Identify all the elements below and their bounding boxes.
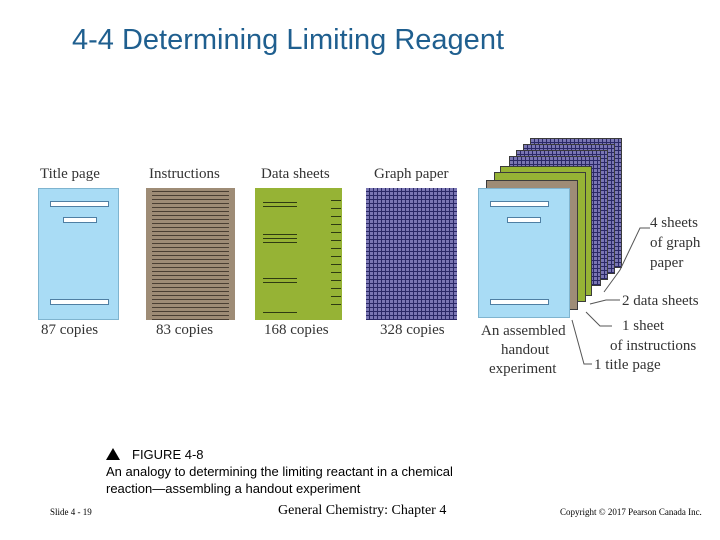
slide-number: Slide 4 - 19 [50, 507, 92, 517]
data-sheets-copies: 168 copies [264, 322, 329, 338]
callout-instructions: 1 sheet of instructions [610, 318, 697, 354]
callout-graph-paper: 4 sheets of graph paper [650, 215, 701, 271]
slide-title: 4-4 Determining Limiting Reagent [72, 24, 504, 56]
footer-chapter: General Chemistry: Chapter 4 [278, 503, 447, 518]
triangle-icon [106, 448, 120, 460]
graph-paper-header: Graph paper [374, 166, 449, 182]
assembled-label: An assembled handout experiment [481, 323, 566, 377]
instructions-copies: 83 copies [156, 322, 214, 338]
graph-paper-copies: 328 copies [380, 322, 445, 338]
title-page-header: Title page [40, 166, 100, 182]
callout-data-sheets: 2 data sheets [622, 293, 699, 309]
callout-title-page: 1 title page [594, 357, 661, 373]
figure-caption: FIGURE 4-8 An analogy to determining the limiting reactant in a chemical reaction—assembling a handout experiment [106, 447, 453, 496]
data-sheets-header: Data sheets [261, 166, 330, 182]
instructions-header: Instructions [149, 166, 220, 182]
footer-copyright: Copyright © 2017 Pearson Canada Inc. [560, 507, 702, 517]
title-page-copies: 87 copies [41, 322, 99, 338]
